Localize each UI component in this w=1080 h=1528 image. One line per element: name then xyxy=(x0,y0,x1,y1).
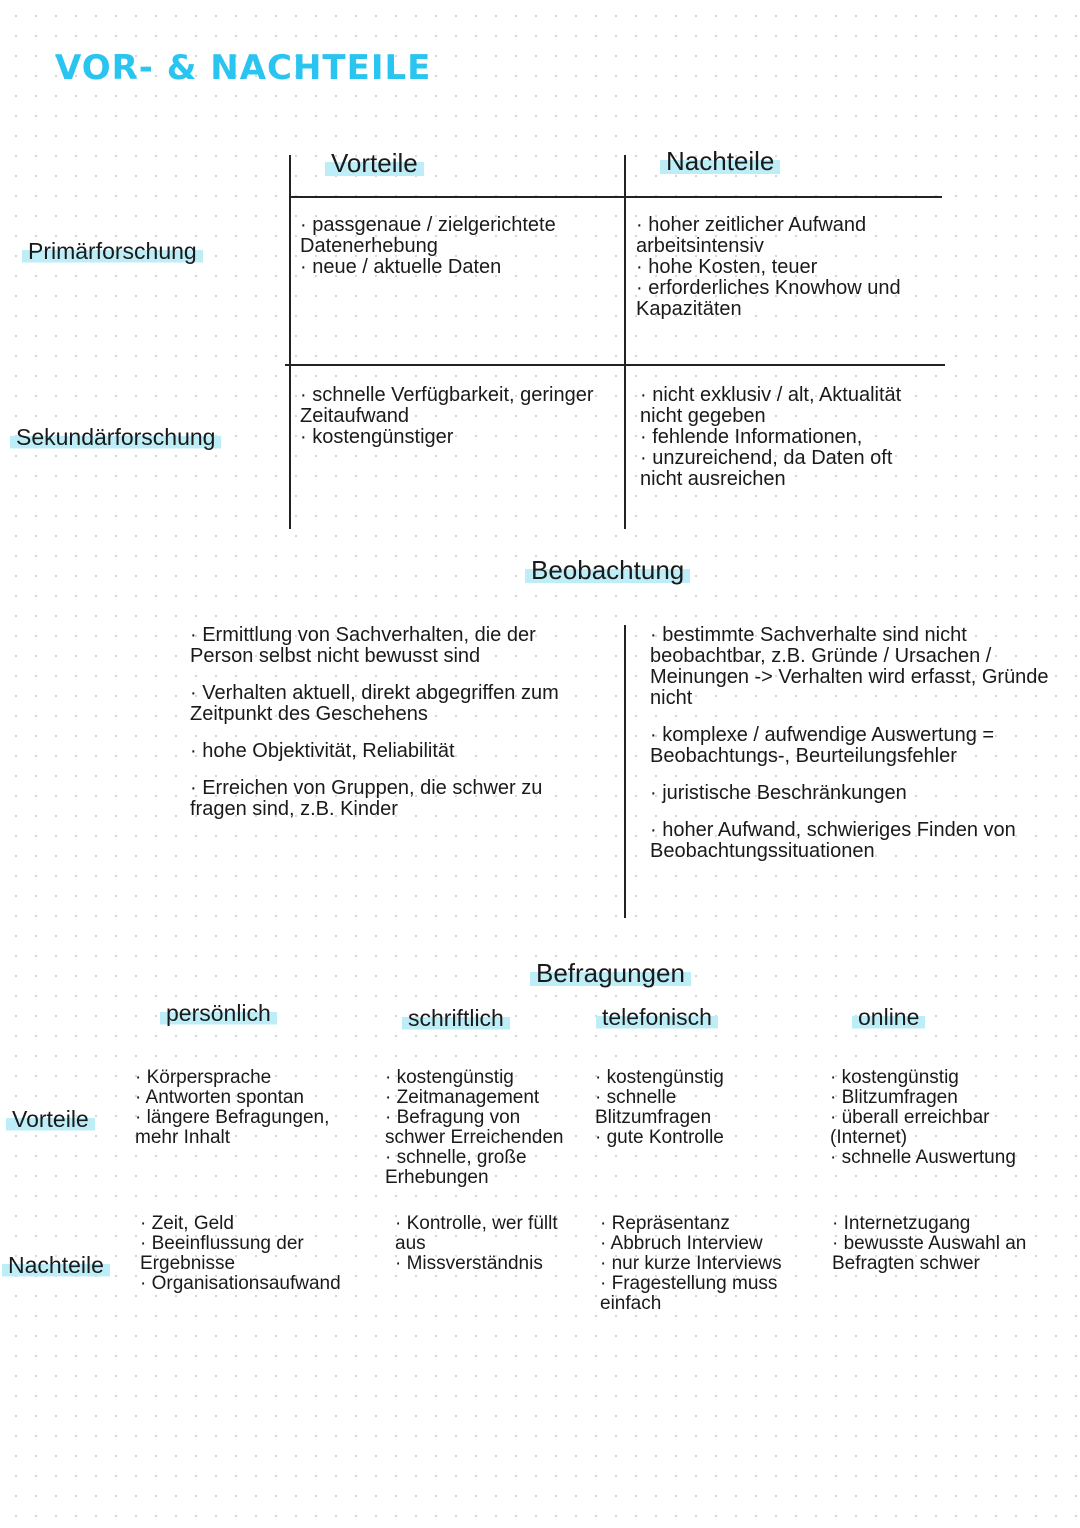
list-item: · bewusste Auswahl an Befragten schwer xyxy=(832,1233,1027,1274)
list-item: · Abbruch Interview xyxy=(600,1233,763,1254)
list-item: · gute Kontrolle xyxy=(595,1127,724,1148)
list-item: · nicht exklusiv / alt, Aktualität nicht gegeben xyxy=(640,384,902,427)
table-divider xyxy=(289,155,291,529)
col-header-nachteile: Nachteile xyxy=(660,146,780,177)
primaer-nachteile xyxy=(636,215,936,320)
list-item: · überall erreichbar (Internet) xyxy=(830,1107,990,1148)
list-item: · hoher zeitlicher Aufwand arbeitsintensiv xyxy=(636,214,867,257)
persoenlich-nachteile xyxy=(140,1214,380,1294)
list-item: · kostengünstiger xyxy=(300,426,454,448)
page-title: VOR- & NACHTEILE xyxy=(55,48,432,88)
beobachtung-nachteile xyxy=(650,625,1065,878)
row-label-vorteile: Vorteile xyxy=(6,1106,95,1133)
list-item: · Befragung von schwer Erreichenden xyxy=(385,1107,564,1148)
list-item: · Blitzumfragen xyxy=(830,1087,958,1108)
beobachtung-heading: Beobachtung xyxy=(525,555,690,586)
schriftlich-vorteile xyxy=(385,1068,585,1188)
list-item: · Kontrolle, wer füllt aus xyxy=(395,1213,558,1254)
sekundaer-nachteile xyxy=(640,385,940,490)
list-item: · Ermittlung von Sachverhalten, die der Person selbst nicht bewusst sind xyxy=(190,624,536,667)
list-item: · nur kurze Interviews xyxy=(600,1253,782,1274)
col-header-telefonisch: telefonisch xyxy=(596,1004,718,1031)
list-item: · schnelle Verfügbarkeit, geringer Zeitaufwand xyxy=(300,384,594,427)
list-item: · komplexe / aufwendige Auswertung = Beobachtungs-, Beurteilungsfehler xyxy=(650,724,995,767)
table-divider xyxy=(285,364,945,366)
list-item: · längere Befragungen, mehr Inhalt xyxy=(135,1107,330,1148)
list-item: · Fragestellung muss einfach xyxy=(600,1273,778,1314)
table-divider xyxy=(624,155,626,529)
list-item: · Missverständnis xyxy=(395,1253,543,1274)
online-vorteile xyxy=(830,1068,1040,1168)
list-item: · Erreichen von Gruppen, die schwer zu fragen sind, z.B. Kinder xyxy=(190,777,543,820)
beobachtung-divider xyxy=(624,625,626,918)
list-item: · kostengünstig xyxy=(830,1067,959,1088)
list-item: · schnelle Auswertung xyxy=(830,1147,1016,1168)
table-divider xyxy=(290,196,942,198)
list-item: · neue / aktuelle Daten xyxy=(300,256,502,278)
col-header-persoenlich: persönlich xyxy=(160,1000,277,1027)
list-item: · schnelle, große Erhebungen xyxy=(385,1147,527,1188)
col-header-online: online xyxy=(852,1004,925,1031)
befragungen-heading: Befragungen xyxy=(530,958,691,989)
telefonisch-nachteile xyxy=(600,1214,810,1314)
beobachtung-vorteile xyxy=(190,625,600,836)
col-header-schriftlich: schriftlich xyxy=(402,1005,510,1032)
list-item: · Körpersprache xyxy=(135,1067,272,1088)
list-item: · hohe Objektivität, Reliabilität xyxy=(190,740,455,762)
telefonisch-vorteile xyxy=(595,1068,795,1148)
persoenlich-vorteile xyxy=(135,1068,360,1148)
online-nachteile xyxy=(832,1214,1047,1274)
list-item: · Organisationsaufwand xyxy=(140,1273,341,1294)
list-item: · kostengünstig xyxy=(385,1067,514,1088)
primaer-vorteile xyxy=(300,215,610,278)
list-item: · erforderliches Knowhow und Kapazitäten xyxy=(636,277,901,320)
list-item: · passgenaue / zielgerichtete Datenerhebung xyxy=(300,214,556,257)
sekundaer-vorteile xyxy=(300,385,600,448)
list-item: · kostengünstig xyxy=(595,1067,724,1088)
schriftlich-nachteile xyxy=(395,1214,585,1274)
list-item: · Antworten spontan xyxy=(135,1087,304,1108)
list-item: · bestimmte Sachverhalte sind nicht beobachtbar, z.B. Gründe / Ursachen / Meinungen -> Verhalten wird erfasst, Gründe nicht xyxy=(650,624,1049,709)
list-item: · Zeit, Geld xyxy=(140,1213,234,1234)
row-label-sekundaerforschung: Sekundärforschung xyxy=(10,424,221,451)
list-item: · fehlende Informationen, xyxy=(640,426,863,448)
list-item: · hoher Aufwand, schwieriges Finden von Beobachtungssituationen xyxy=(650,819,1016,862)
list-item: · unzureichend, da Daten oft nicht ausreichen xyxy=(640,447,893,490)
list-item: · Zeitmanagement xyxy=(385,1087,540,1108)
col-header-vorteile: Vorteile xyxy=(325,148,424,179)
list-item: · Verhalten aktuell, direkt abgegriffen zum Zeitpunkt des Geschehens xyxy=(190,682,559,725)
list-item: · hohe Kosten, teuer xyxy=(636,256,818,278)
list-item: · Repräsentanz xyxy=(600,1213,730,1234)
list-item: · juristische Beschränkungen xyxy=(650,782,907,804)
list-item: · Internetzugang xyxy=(832,1213,971,1234)
list-item: · Beeinflussung der Ergebnisse xyxy=(140,1233,304,1274)
row-label-nachteile: Nachteile xyxy=(2,1252,110,1279)
list-item: · schnelle Blitzumfragen xyxy=(595,1087,712,1128)
row-label-primaerforschung: Primärforschung xyxy=(22,238,203,265)
